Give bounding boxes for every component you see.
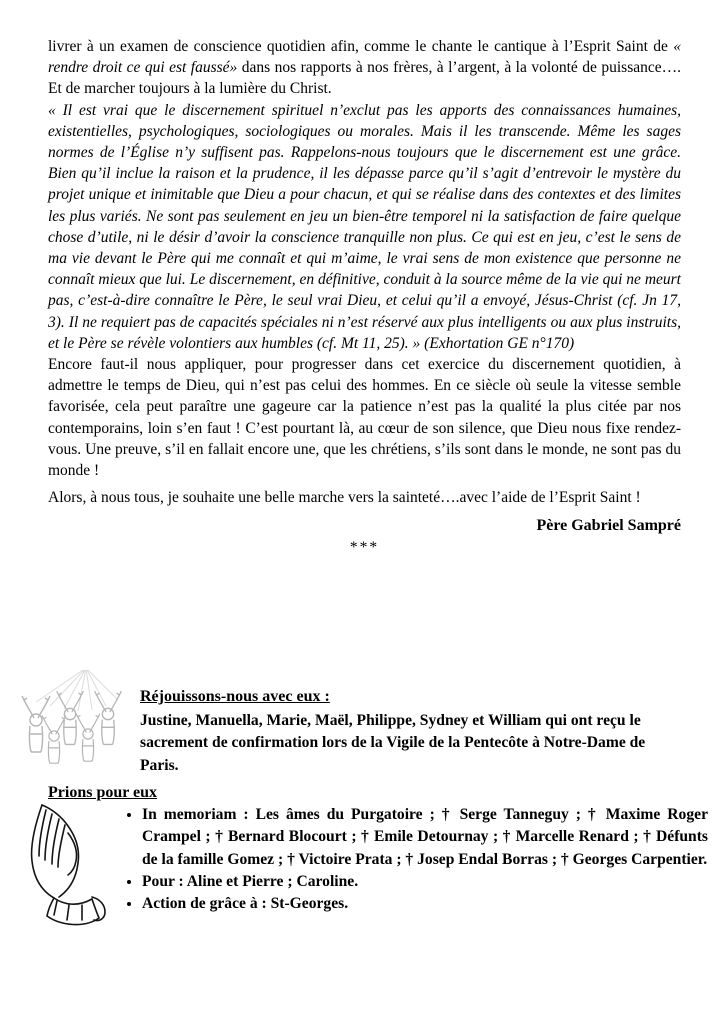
celebrating-people-icon	[14, 670, 136, 774]
intro-text-before-quote: livrer à un examen de conscience quotidien afin, comme le chante le cantique à l’Esprit Saint de	[48, 38, 674, 55]
section-separator: ***	[349, 539, 380, 557]
list-item: • Pour : Aline et Pierre ; Caroline.	[142, 871, 708, 893]
paragraph-alors: Alors, à nous tous, je souhaite une belle marche vers la sainteté….avec l’aide de l’Esprit Saint !	[48, 489, 641, 507]
article-body	[48, 36, 681, 557]
paragraph-exhortation-quote: « Il est vrai que le discernement spirituel n’exclut pas les apports des connaissances humaines, existentielles, psychologiques, sociologiques ou morales. Mais il les transcende. Même les sages normes de l’Église n’y suffisent pas. Rappelons-nous toujours que le discernement est une grâce. Bien qu’il inclue la raison et la prudence, il les dépasse parce qu’il s’agit d’entrevoir le mystère du projet unique et inimitable que Dieu a pour chacun, et qui se réalise dans des contextes et des limites les plus variés. Ne sont pas seulement en jeu un bien-être temporel ni la satisfaction de faire quelque chose d’utile, ni le désir d’avoir la conscience tranquille non plus. Ce qui est en jeu, c’est le sens de ma vie devant le Père qui me connaît et qui m’aime, le vrai sens de mon existence que personne ne connaît mieux que lui. Le discernement, en définitive, conduit à la source même de la vie qui ne meurt pas, c’est-à-dire connaître le Père, le seul vrai Dieu, et celui qu’il a envoyé, Jésus-Christ (cf. Jn 17, 3). Il ne requiert pas de capacités spéciales ni n’est réservé aux plus intelligents ou aux plus instruits, et le Père se révèle volontiers aux humbles (cf. Mt 11, 25). » (Exhortation GE n°170)	[48, 101, 681, 352]
intro-inline-quote: « rendre droit ce qui est faussé»	[48, 38, 681, 77]
pray-heading: Prions pour eux	[48, 784, 158, 801]
praying-hands-icon	[8, 797, 124, 929]
pray-list	[118, 804, 708, 915]
praying-hands-illustration	[8, 797, 124, 929]
list-item: • Action de grâce à : St-Georges.	[142, 893, 708, 915]
intro-text-after-quote: dans nos rapports à nos frères, à l’argent, à la volonté de puissance…. Et de marcher toujours à la lumière du Christ.	[48, 59, 681, 98]
author-signature: Père Gabriel Sampré	[536, 517, 681, 535]
paragraph-intro	[48, 36, 681, 100]
celebrating-people-illustration	[14, 670, 136, 774]
rejoice-heading: Réjouissons-nous avec eux :	[140, 688, 330, 705]
rejoice-body: Justine, Manuella, Marie, Maël, Philippe, Sydney et William qui ont reçu le sacrement de confirmation lors de la Vigile de la Pentecôte à Notre-Dame de Paris.	[140, 712, 646, 774]
paragraph-encore: Encore faut-il nous appliquer, pour progresser dans cet exercice du discernement quotidien, à admettre le temps de Dieu, qui n’est pas celui des hommes. En ce siècle où seule la vitesse semble favorisée, cela peut paraître une gageure car la patience n’est pas la qualité la plus citée par nos contemporains, loin s’en faut ! C’est pourtant là, au cœur de son silence, que Dieu nous fixe rendez-vous. Une preuve, s’il en fallait encore une, que les chrétiens, s’ils sont dans le monde, ne sont pas du monde !	[48, 356, 681, 480]
list-item: • In memoriam : Les âmes du Purgatoire ; † Serge Tanneguy ; † Maxime Roger Crampel ; † Bernard Blocourt ; † Emile Detournay ; † Marcelle Renard ; † Défunts de la famille Gomez ; † Victoire Prata ; † Josep Endal Borras ; † Georges Carpentier.	[142, 804, 708, 871]
rejoice-section	[140, 686, 686, 777]
